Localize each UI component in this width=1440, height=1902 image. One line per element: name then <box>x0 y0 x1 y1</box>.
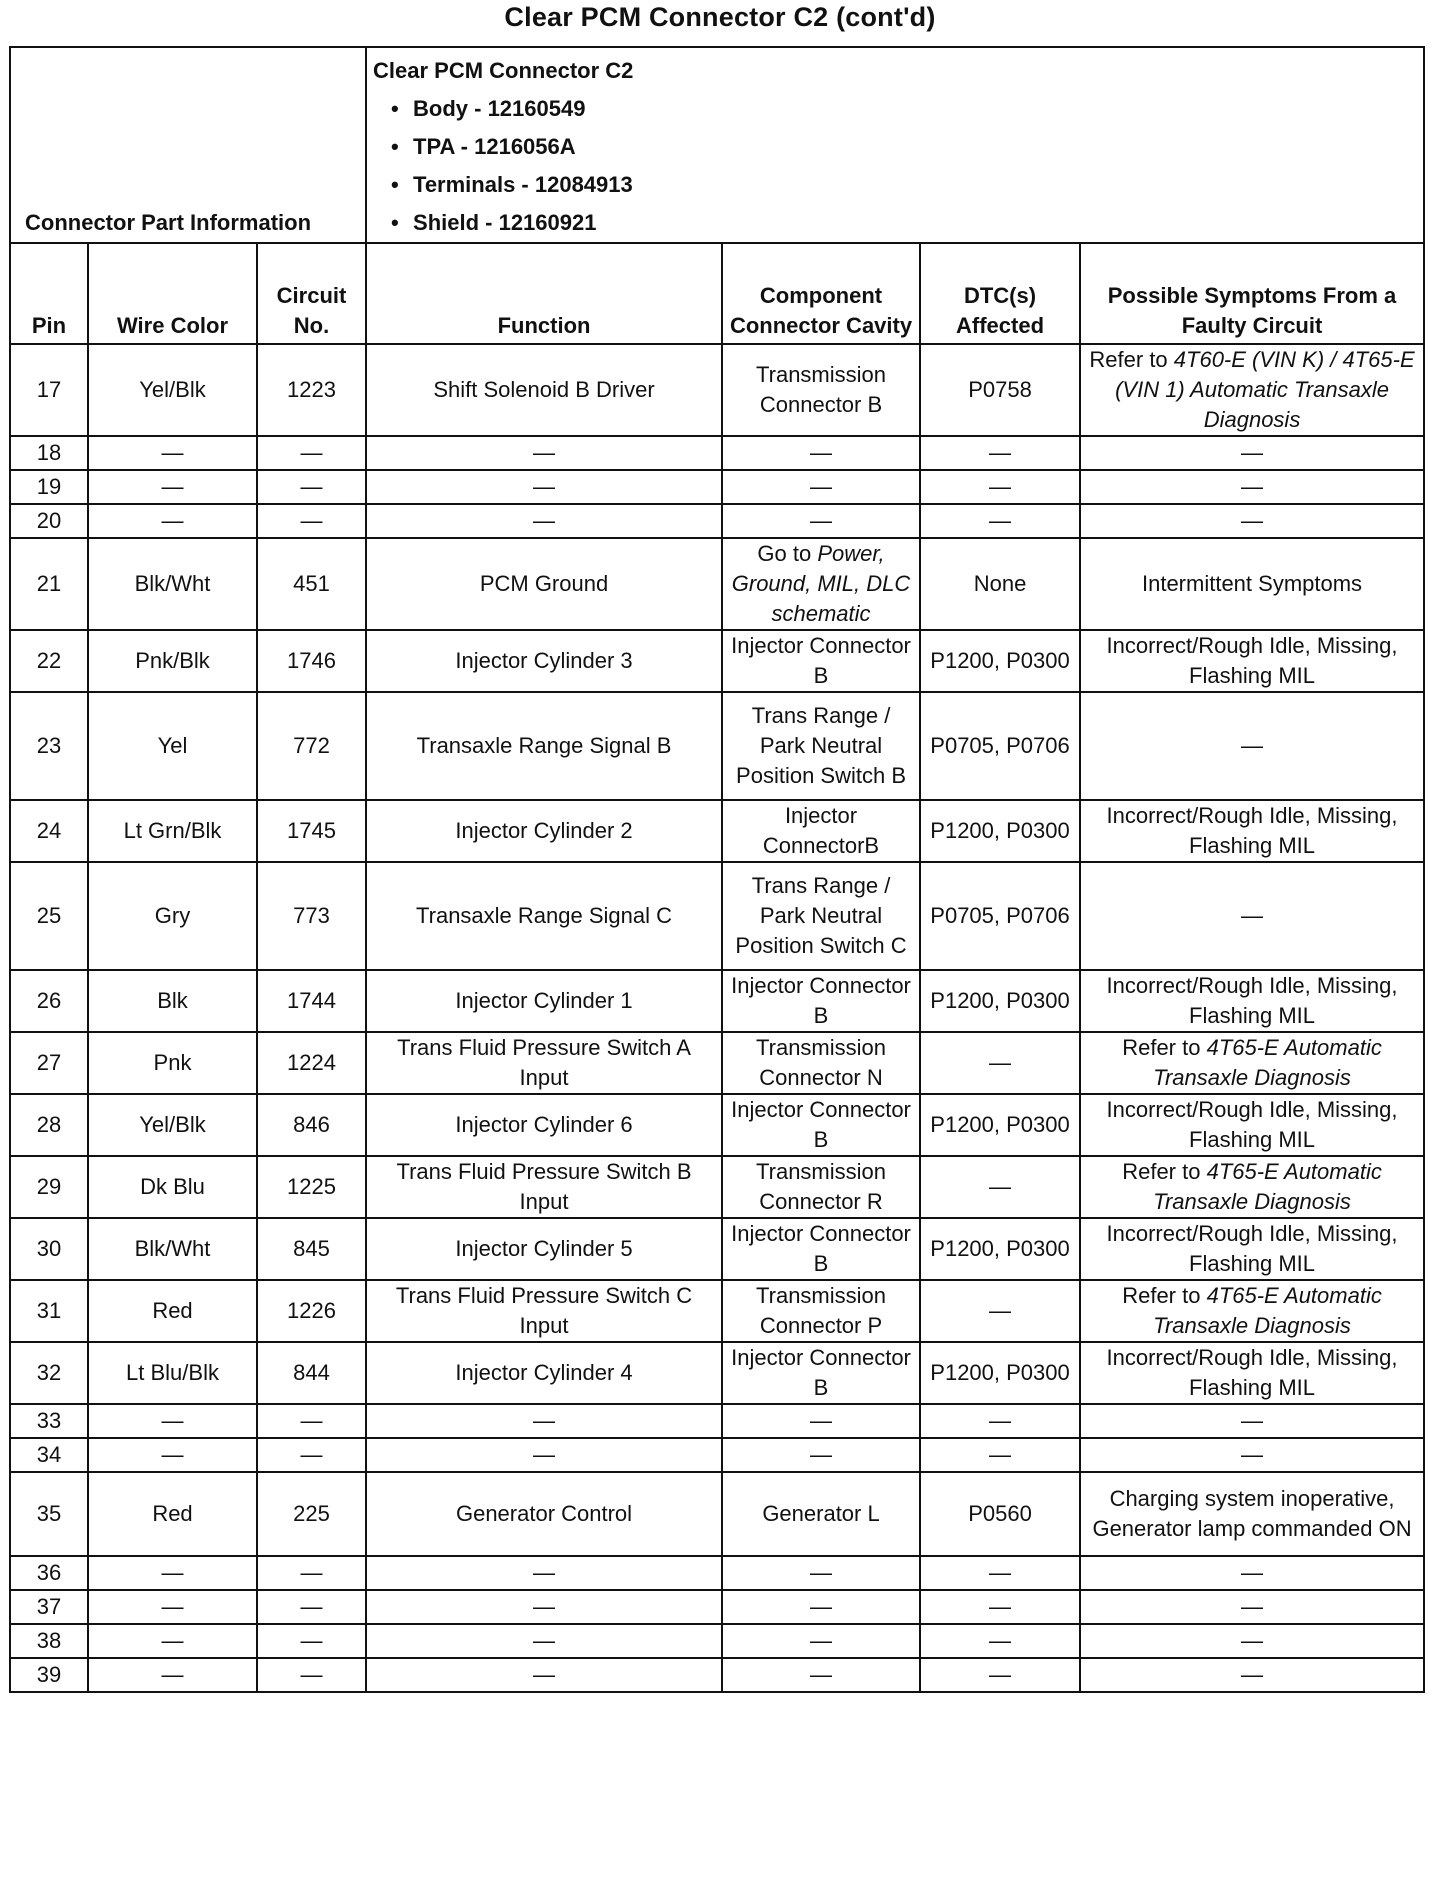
cell-function: PCM Ground <box>366 538 722 630</box>
cell-cavity-text: Injector Connector B <box>731 973 911 1028</box>
cell-cavity <box>722 1218 920 1280</box>
cell-cavity <box>722 1658 920 1692</box>
cell-cavity-text: Generator L <box>762 1501 880 1526</box>
cell-cavity-text: — <box>810 1594 833 1619</box>
table-row <box>10 800 1424 862</box>
cell-symptoms-text: — <box>1241 1594 1264 1619</box>
cell-cavity <box>722 1624 920 1658</box>
cell-wire-color: — <box>88 504 257 538</box>
cell-symptoms <box>1080 862 1424 970</box>
cell-pin: 23 <box>10 692 88 800</box>
cell-symptoms <box>1080 1624 1424 1658</box>
cell-cavity <box>722 1156 920 1218</box>
cell-symptoms-text: — <box>1241 1560 1264 1585</box>
cell-dtc: — <box>920 470 1080 504</box>
cell-cavity <box>722 470 920 504</box>
cell-dtc: — <box>920 1280 1080 1342</box>
cell-dtc: — <box>920 1438 1080 1472</box>
cell-circuit-no: 1224 <box>257 1032 366 1094</box>
cell-pin: 37 <box>10 1590 88 1624</box>
cell-wire-color: Yel/Blk <box>88 344 257 436</box>
cell-pin: 18 <box>10 436 88 470</box>
cell-function: Injector Cylinder 5 <box>366 1218 722 1280</box>
cell-cavity <box>722 800 920 862</box>
cell-cavity-text: — <box>810 1442 833 1467</box>
cell-symptoms-text: — <box>1241 1442 1264 1467</box>
cell-symptoms <box>1080 1218 1424 1280</box>
cell-dtc: — <box>920 1658 1080 1692</box>
cell-cavity-text: — <box>810 1560 833 1585</box>
cell-wire-color: Lt Grn/Blk <box>88 800 257 862</box>
cell-wire-color: — <box>88 1590 257 1624</box>
cell-cavity-text: — <box>810 508 833 533</box>
cell-symptoms-text: — <box>1241 733 1264 758</box>
cell-symptoms <box>1080 630 1424 692</box>
table-row <box>10 1472 1424 1556</box>
page-title: Clear PCM Connector C2 (cont'd) <box>504 2 936 32</box>
cell-pin: 25 <box>10 862 88 970</box>
cell-function: Shift Solenoid B Driver <box>366 344 722 436</box>
cell-wire-color: Pnk/Blk <box>88 630 257 692</box>
cell-circuit-no: — <box>257 436 366 470</box>
cell-pin: 33 <box>10 1404 88 1438</box>
cell-wire-color: Blk/Wht <box>88 1218 257 1280</box>
cell-wire-color: Dk Blu <box>88 1156 257 1218</box>
connector-info-label: Connector Part Information <box>10 47 366 243</box>
cell-symptoms-text: Refer to <box>1122 1283 1207 1308</box>
cell-cavity-text: Transmission Connector N <box>756 1035 887 1090</box>
cell-symptoms-reference: 4T65-E Automatic Transaxle Diagnosis <box>1153 1283 1382 1338</box>
column-header-dtc: DTC(s) Affected <box>920 243 1080 344</box>
cell-symptoms <box>1080 1156 1424 1218</box>
cell-symptoms <box>1080 1032 1424 1094</box>
cell-function: Injector Cylinder 6 <box>366 1094 722 1156</box>
cell-pin: 19 <box>10 470 88 504</box>
cell-function: Trans Fluid Pressure Switch A Input <box>366 1032 722 1094</box>
cell-circuit-no: 451 <box>257 538 366 630</box>
cell-dtc: P1200, P0300 <box>920 800 1080 862</box>
connector-info-details <box>366 47 1424 243</box>
cell-cavity <box>722 504 920 538</box>
cell-symptoms-text: Incorrect/Rough Idle, Missing, Flashing MIL <box>1106 803 1398 858</box>
column-header-function: Function <box>366 243 722 344</box>
cell-pin: 17 <box>10 344 88 436</box>
cell-cavity-text: Trans Range / Park Neutral Position Switch C <box>735 873 907 958</box>
cell-symptoms-text: Incorrect/Rough Idle, Missing, Flashing MIL <box>1106 1221 1398 1276</box>
cell-cavity-text: Injector Connector B <box>731 1097 911 1152</box>
cell-wire-color: Red <box>88 1472 257 1556</box>
cell-cavity-text: — <box>810 474 833 499</box>
cell-symptoms <box>1080 1472 1424 1556</box>
cell-pin: 29 <box>10 1156 88 1218</box>
cell-wire-color: Yel/Blk <box>88 1094 257 1156</box>
cell-dtc: P1200, P0300 <box>920 1342 1080 1404</box>
cell-circuit-no: 225 <box>257 1472 366 1556</box>
cell-symptoms <box>1080 1556 1424 1590</box>
cell-cavity-text: — <box>810 1628 833 1653</box>
cell-symptoms-text: — <box>1241 1628 1264 1653</box>
cell-cavity <box>722 1590 920 1624</box>
cell-symptoms-text: Refer to <box>1122 1035 1207 1060</box>
cell-dtc: — <box>920 1590 1080 1624</box>
cell-dtc: P0758 <box>920 344 1080 436</box>
cell-function: — <box>366 1404 722 1438</box>
table-row <box>10 630 1424 692</box>
table-row <box>10 1218 1424 1280</box>
cell-circuit-no: — <box>257 1658 366 1692</box>
cell-wire-color: Blk <box>88 970 257 1032</box>
cell-symptoms <box>1080 1590 1424 1624</box>
cell-pin: 31 <box>10 1280 88 1342</box>
cell-cavity <box>722 692 920 800</box>
cell-function: — <box>366 436 722 470</box>
cell-cavity <box>722 1094 920 1156</box>
cell-symptoms-reference: 4T65-E Automatic Transaxle Diagnosis <box>1153 1159 1382 1214</box>
cell-circuit-no: 1225 <box>257 1156 366 1218</box>
cell-dtc: None <box>920 538 1080 630</box>
cell-circuit-no: — <box>257 1438 366 1472</box>
cell-circuit-no: 772 <box>257 692 366 800</box>
table-row <box>10 970 1424 1032</box>
cell-symptoms-text: — <box>1241 440 1264 465</box>
cell-cavity <box>722 436 920 470</box>
cell-pin: 24 <box>10 800 88 862</box>
cell-wire-color: Red <box>88 1280 257 1342</box>
cell-circuit-no: 1745 <box>257 800 366 862</box>
cell-cavity-text: Trans Range / Park Neutral Position Switch B <box>736 703 906 788</box>
connector-part-item: • Body - 12160549 <box>413 90 1419 128</box>
cell-cavity <box>722 1472 920 1556</box>
cell-dtc: — <box>920 1404 1080 1438</box>
cell-symptoms-text: Incorrect/Rough Idle, Missing, Flashing MIL <box>1106 633 1398 688</box>
cell-circuit-no: 846 <box>257 1094 366 1156</box>
cell-circuit-no: 1226 <box>257 1280 366 1342</box>
cell-cavity-text: Injector Connector B <box>731 1221 911 1276</box>
cell-pin: 28 <box>10 1094 88 1156</box>
cell-symptoms-text: Incorrect/Rough Idle, Missing, Flashing MIL <box>1106 1345 1398 1400</box>
cell-cavity-text: Transmission Connector B <box>756 362 887 417</box>
connector-parts-list <box>373 90 1419 242</box>
cell-cavity <box>722 1404 920 1438</box>
table-row <box>10 1342 1424 1404</box>
cell-pin: 21 <box>10 538 88 630</box>
cell-circuit-no: — <box>257 1590 366 1624</box>
cell-symptoms-text: Incorrect/Rough Idle, Missing, Flashing MIL <box>1106 1097 1398 1152</box>
cell-function: — <box>366 1590 722 1624</box>
cell-cavity <box>722 1032 920 1094</box>
cell-pin: 20 <box>10 504 88 538</box>
table-row <box>10 1556 1424 1590</box>
cell-function: Injector Cylinder 4 <box>366 1342 722 1404</box>
cell-wire-color: — <box>88 1404 257 1438</box>
cell-function: Generator Control <box>366 1472 722 1556</box>
cell-cavity-reference: Power, Ground, MIL, DLC schematic <box>731 541 911 626</box>
cell-circuit-no: 1746 <box>257 630 366 692</box>
cell-symptoms-text: Charging system inoperative, Generator lamp commanded ON <box>1092 1486 1412 1541</box>
cell-pin: 30 <box>10 1218 88 1280</box>
cell-cavity <box>722 630 920 692</box>
cell-function: Injector Cylinder 2 <box>366 800 722 862</box>
cell-function: — <box>366 470 722 504</box>
cell-cavity <box>722 1342 920 1404</box>
cell-symptoms-text: Intermittent Symptoms <box>1141 571 1363 596</box>
cell-cavity-text: Injector Connector B <box>731 1345 911 1400</box>
table-row <box>10 1438 1424 1472</box>
cell-circuit-no: — <box>257 504 366 538</box>
cell-symptoms-text: Refer to <box>1089 347 1174 372</box>
cell-cavity <box>722 970 920 1032</box>
cell-pin: 34 <box>10 1438 88 1472</box>
cell-symptoms-text: — <box>1241 903 1264 928</box>
cell-function: Injector Cylinder 3 <box>366 630 722 692</box>
cell-function: — <box>366 1556 722 1590</box>
table-row <box>10 692 1424 800</box>
table-row <box>10 504 1424 538</box>
cell-circuit-no: 773 <box>257 862 366 970</box>
cell-circuit-no: 1223 <box>257 344 366 436</box>
cell-cavity-text: Go to <box>757 541 818 566</box>
cell-function: — <box>366 1658 722 1692</box>
cell-circuit-no: 845 <box>257 1218 366 1280</box>
cell-cavity <box>722 1556 920 1590</box>
cell-symptoms <box>1080 1404 1424 1438</box>
column-header-pin: Pin <box>10 243 88 344</box>
cell-dtc: P1200, P0300 <box>920 970 1080 1032</box>
column-header-wire-color: Wire Color <box>88 243 257 344</box>
cell-pin: 36 <box>10 1556 88 1590</box>
connector-table <box>9 46 1425 1693</box>
cell-symptoms-text: Incorrect/Rough Idle, Missing, Flashing MIL <box>1106 973 1398 1028</box>
cell-wire-color: — <box>88 470 257 504</box>
cell-symptoms <box>1080 1280 1424 1342</box>
cell-circuit-no: 1744 <box>257 970 366 1032</box>
cell-wire-color: — <box>88 1438 257 1472</box>
cell-symptoms <box>1080 1342 1424 1404</box>
cell-circuit-no: — <box>257 1556 366 1590</box>
cell-dtc: — <box>920 1624 1080 1658</box>
cell-wire-color: — <box>88 436 257 470</box>
cell-symptoms <box>1080 692 1424 800</box>
cell-cavity <box>722 344 920 436</box>
cell-symptoms <box>1080 800 1424 862</box>
cell-cavity-text: Transmission Connector R <box>756 1159 887 1214</box>
table-row <box>10 436 1424 470</box>
cell-cavity <box>722 862 920 970</box>
cell-cavity <box>722 1438 920 1472</box>
column-header-cavity: Component Connector Cavity <box>722 243 920 344</box>
cell-dtc: P1200, P0300 <box>920 630 1080 692</box>
cell-cavity-text: Transmission Connector P <box>756 1283 887 1338</box>
cell-pin: 27 <box>10 1032 88 1094</box>
cell-symptoms <box>1080 344 1424 436</box>
cell-circuit-no: — <box>257 1404 366 1438</box>
table-row <box>10 862 1424 970</box>
cell-cavity-text: — <box>810 440 833 465</box>
cell-cavity <box>722 1280 920 1342</box>
cell-dtc: — <box>920 1156 1080 1218</box>
table-row <box>10 470 1424 504</box>
cell-pin: 32 <box>10 1342 88 1404</box>
cell-wire-color: Yel <box>88 692 257 800</box>
cell-symptoms <box>1080 538 1424 630</box>
connector-part-item: • Terminals - 12084913 <box>413 166 1419 204</box>
cell-circuit-no: 844 <box>257 1342 366 1404</box>
cell-symptoms-reference: 4T60-E (VIN K) / 4T65-E (VIN 1) Automatic Transaxle Diagnosis <box>1115 347 1415 432</box>
cell-symptoms-text: — <box>1241 474 1264 499</box>
cell-dtc: — <box>920 1556 1080 1590</box>
cell-dtc: — <box>920 436 1080 470</box>
cell-symptoms-text: — <box>1241 508 1264 533</box>
connector-table-wrapper <box>9 46 1423 1693</box>
connector-name: Clear PCM Connector C2 <box>373 58 634 83</box>
cell-function: Transaxle Range Signal C <box>366 862 722 970</box>
cell-symptoms-text: — <box>1241 1408 1264 1433</box>
table-row <box>10 1156 1424 1218</box>
table-row <box>10 1280 1424 1342</box>
cell-wire-color: — <box>88 1658 257 1692</box>
cell-dtc: P0560 <box>920 1472 1080 1556</box>
cell-dtc: — <box>920 1032 1080 1094</box>
cell-wire-color: — <box>88 1624 257 1658</box>
cell-pin: 22 <box>10 630 88 692</box>
table-row <box>10 1404 1424 1438</box>
cell-symptoms <box>1080 970 1424 1032</box>
cell-dtc: P0705, P0706 <box>920 692 1080 800</box>
cell-symptoms <box>1080 436 1424 470</box>
connector-part-item: • Shield - 12160921 <box>413 204 1419 242</box>
cell-pin: 38 <box>10 1624 88 1658</box>
cell-symptoms <box>1080 504 1424 538</box>
cell-symptoms-text: Refer to <box>1122 1159 1207 1184</box>
cell-symptoms-reference: 4T65-E Automatic Transaxle Diagnosis <box>1153 1035 1382 1090</box>
cell-cavity-text: Injector ConnectorB <box>762 803 880 858</box>
table-row <box>10 538 1424 630</box>
cell-symptoms <box>1080 1658 1424 1692</box>
cell-cavity-text: — <box>810 1408 833 1433</box>
cell-symptoms <box>1080 470 1424 504</box>
cell-function: Transaxle Range Signal B <box>366 692 722 800</box>
connector-part-item: • TPA - 1216056A <box>413 128 1419 166</box>
cell-function: Trans Fluid Pressure Switch C Input <box>366 1280 722 1342</box>
table-row <box>10 1590 1424 1624</box>
cell-dtc: — <box>920 504 1080 538</box>
cell-function: Trans Fluid Pressure Switch B Input <box>366 1156 722 1218</box>
table-row <box>10 1094 1424 1156</box>
column-header-row <box>10 243 1424 344</box>
cell-function: — <box>366 1438 722 1472</box>
cell-cavity <box>722 538 920 630</box>
cell-cavity-text: — <box>810 1662 833 1687</box>
table-row <box>10 344 1424 436</box>
cell-function: Injector Cylinder 1 <box>366 970 722 1032</box>
cell-dtc: P1200, P0300 <box>920 1094 1080 1156</box>
table-row <box>10 1658 1424 1692</box>
cell-dtc: P0705, P0706 <box>920 862 1080 970</box>
cell-symptoms <box>1080 1438 1424 1472</box>
cell-cavity-text: Injector Connector B <box>731 633 911 688</box>
cell-circuit-no: — <box>257 1624 366 1658</box>
column-header-symptoms: Possible Symptoms From a Faulty Circuit <box>1080 243 1424 344</box>
cell-symptoms <box>1080 1094 1424 1156</box>
cell-wire-color: Pnk <box>88 1032 257 1094</box>
cell-function: — <box>366 1624 722 1658</box>
cell-pin: 39 <box>10 1658 88 1692</box>
cell-pin: 35 <box>10 1472 88 1556</box>
cell-function: — <box>366 504 722 538</box>
cell-wire-color: Lt Blu/Blk <box>88 1342 257 1404</box>
table-row <box>10 1624 1424 1658</box>
cell-wire-color: Blk/Wht <box>88 538 257 630</box>
cell-circuit-no: — <box>257 470 366 504</box>
cell-pin: 26 <box>10 970 88 1032</box>
cell-wire-color: — <box>88 1556 257 1590</box>
cell-symptoms-text: — <box>1241 1662 1264 1687</box>
cell-dtc: P1200, P0300 <box>920 1218 1080 1280</box>
connector-info-row <box>10 47 1424 243</box>
cell-wire-color: Gry <box>88 862 257 970</box>
table-row <box>10 1032 1424 1094</box>
column-header-circuit-no: Circuit No. <box>257 243 366 344</box>
